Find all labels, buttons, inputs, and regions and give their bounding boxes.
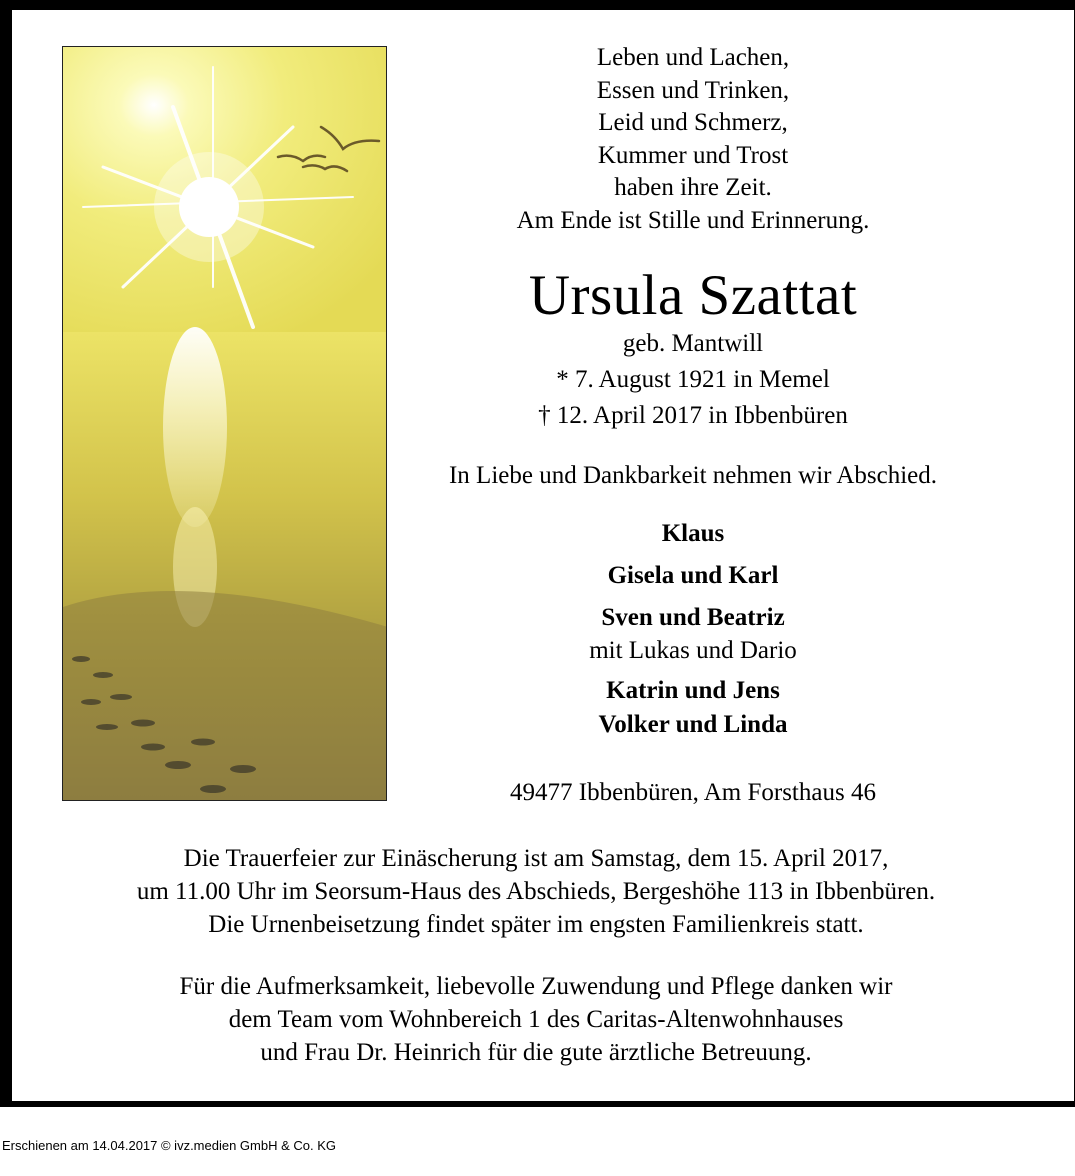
birth-name: geb. Mantwill (622, 330, 764, 357)
family-member: Sven und Beatriz (601, 604, 785, 631)
ceremony-line: um 11.00 Uhr im Seorsum-Haus des Abschieds, Bergeshöhe 113 in Ibbenbüren. (136, 878, 936, 905)
thanks-line: dem Team vom Wohnbereich 1 des Caritas-Altenwohnhauses (228, 1006, 844, 1033)
death-date: † 12. April 2017 in Ibbenbüren (538, 402, 848, 429)
thanks-line: Für die Aufmerksamkeit, liebevolle Zuwendung und Pflege danken wir (179, 973, 893, 1000)
deceased-name: Ursula Szattat (528, 264, 858, 327)
poem-line: Am Ende ist Stille und Erinnerung. (516, 206, 870, 234)
family-member: Volker und Linda (598, 711, 788, 738)
poem-line: Essen und Trinken, (596, 76, 790, 104)
poem-line: haben ihre Zeit. (614, 174, 772, 201)
family-list (398, 516, 988, 742)
family-member: Klaus (661, 520, 725, 547)
farewell-text: In Liebe und Dankbarkeit nehmen wir Abschied. (448, 462, 938, 489)
family-member: Katrin und Jens (606, 677, 780, 704)
poem-line: Kummer und Trost (597, 141, 789, 169)
poem-line: Leben und Lachen, (596, 44, 790, 71)
poem (398, 42, 988, 237)
family-member-children: mit Lukas und Dario (589, 637, 797, 664)
deceased-details (398, 326, 988, 434)
publication-footer: Erschienen am 14.04.2017 © ivz.medien GmbH & Co. KG (2, 1138, 337, 1153)
sunset-sea-image (62, 46, 387, 801)
address: 49477 Ibbenbüren, Am Forsthaus 46 (510, 779, 876, 806)
ceremony-line: Die Trauerfeier zur Einäscherung ist am Samstag, dem 15. April 2017, (183, 845, 889, 872)
birth-date: * 7. August 1921 in Memel (556, 366, 830, 393)
thanks-line: und Frau Dr. Heinrich für die gute ärztliche Betreuung. (260, 1039, 812, 1066)
ceremony-line: Die Urnenbeisetzung findet später im engsten Familienkreis statt. (208, 911, 864, 938)
thanks-text (18, 970, 1054, 1069)
ceremony-info (18, 842, 1054, 941)
poem-line: Leid und Schmerz, (598, 109, 788, 136)
family-member: Gisela und Karl (607, 562, 779, 589)
